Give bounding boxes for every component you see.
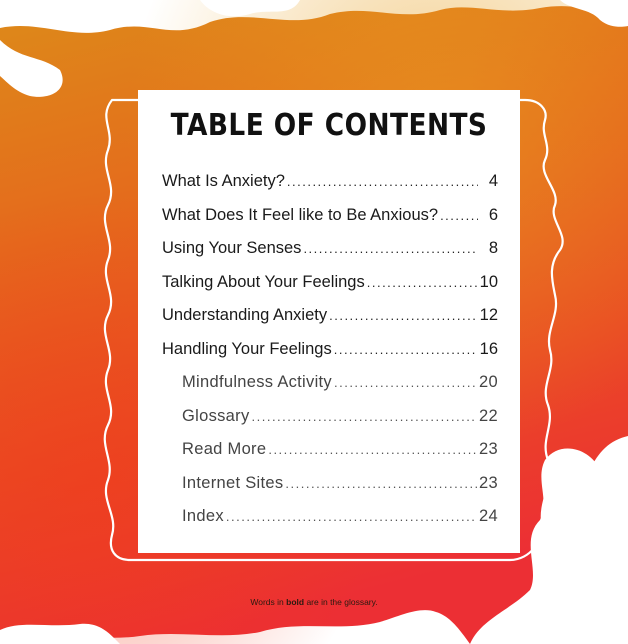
toc-entry-label: Handling Your Feelings: [162, 339, 332, 358]
toc-entry-label: Talking About Your Feelings: [162, 272, 365, 291]
dot-leader: [287, 174, 478, 189]
toc-entry[interactable]: [162, 340, 498, 374]
contents-panel: [138, 90, 520, 553]
toc-list: [162, 172, 498, 541]
dot-leader: [268, 442, 477, 457]
glossary-note: [0, 597, 628, 607]
toc-entry-label: Understanding Anxiety: [162, 306, 328, 324]
dot-leader: [334, 342, 478, 357]
toc-entry-page: 4: [488, 172, 498, 190]
dot-leader: [367, 275, 478, 290]
toc-entry[interactable]: [162, 273, 498, 307]
toc-entry-page: 24: [479, 507, 498, 525]
toc-entry[interactable]: [162, 206, 498, 240]
dot-leader: [252, 409, 478, 424]
toc-entry[interactable]: [162, 239, 498, 273]
toc-entry-page: 12: [479, 306, 498, 324]
dot-leader: [303, 241, 478, 256]
glossary-note-before: Words in: [250, 597, 287, 607]
toc-entry-page: 16: [479, 339, 498, 358]
toc-entry-page: 10: [479, 272, 498, 291]
dot-leader: [226, 509, 477, 524]
toc-entry-label: Index: [182, 507, 224, 525]
toc-entry-page: 6: [488, 205, 498, 224]
toc-entry-label: What Is Anxiety?: [162, 172, 285, 190]
toc-entry-page: 22: [479, 406, 498, 425]
dot-leader: [329, 308, 478, 323]
toc-entry-label: Glossary: [182, 406, 250, 425]
toc-subentry[interactable]: [162, 507, 498, 541]
toc-entry-label: Using Your Senses: [162, 239, 302, 257]
dot-leader: [440, 208, 478, 223]
toc-subentry[interactable]: [162, 440, 498, 474]
toc-entry-label: Mindfulness Activity: [182, 373, 332, 391]
toc-subentry[interactable]: [162, 407, 498, 441]
dot-leader: [285, 476, 477, 491]
dot-leader: [334, 375, 477, 390]
page-title: TABLE OF CONTENTS: [170, 108, 488, 143]
toc-subentry[interactable]: [162, 474, 498, 508]
glossary-note-after: are in the glossary.: [304, 597, 378, 607]
toc-subentry[interactable]: [162, 373, 498, 407]
toc-entry-label: Internet Sites: [182, 473, 284, 492]
toc-entry-label: Read More: [182, 440, 267, 458]
toc-entry-page: 8: [488, 239, 498, 257]
toc-entry-label: What Does It Feel like to Be Anxious?: [162, 205, 439, 224]
toc-entry-page: 23: [479, 473, 498, 492]
toc-entry[interactable]: [162, 306, 498, 340]
toc-entry-page: 23: [479, 440, 498, 458]
toc-entry-page: 20: [479, 373, 498, 391]
glossary-note-bold: bold: [286, 597, 305, 607]
toc-entry[interactable]: [162, 172, 498, 206]
